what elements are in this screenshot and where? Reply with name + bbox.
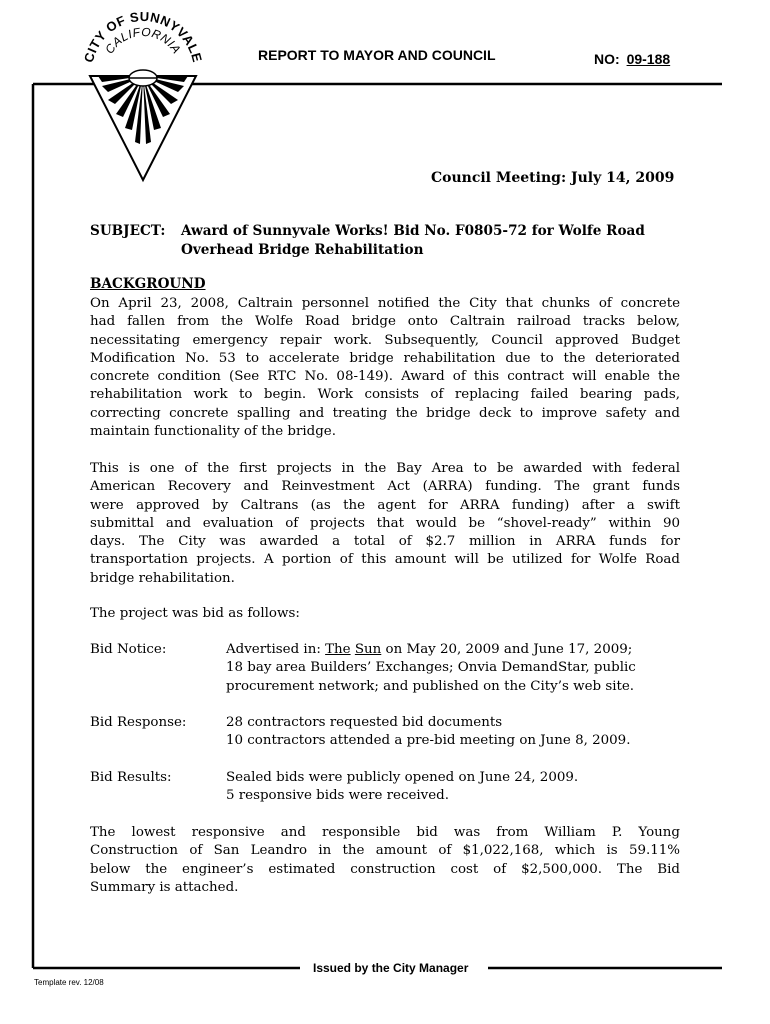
bid-intro: The project was bid as follows: bbox=[90, 606, 300, 621]
background-paragraph-1 bbox=[90, 295, 680, 441]
bid-response-value bbox=[226, 714, 630, 751]
bid-response-line-2: 10 contractors attended a pre-bid meeting on June 8, 2009. bbox=[226, 733, 631, 749]
background-paragraph-2 bbox=[90, 460, 680, 588]
subject-label: SUBJECT: bbox=[90, 223, 166, 239]
bid-notice-label: Bid Notice: bbox=[90, 642, 167, 657]
bid-results-label: Bid Results: bbox=[90, 770, 172, 785]
subject-line-1: Award of Sunnyvale Works! Bid No. F0805-72 for Wolfe Road bbox=[181, 223, 645, 239]
paragraph-line: On April 23, 2008, Caltrain personnel notified the City that chunks of concrete bbox=[90, 296, 680, 311]
paragraph-line: Modification No. 53 to accelerate bridge rehabilitation due to the deteriorated bbox=[90, 350, 680, 366]
background-heading: BACKGROUND bbox=[90, 276, 206, 292]
bid-notice-row bbox=[90, 641, 680, 697]
bid-results-line-2: 5 responsive bids were received. bbox=[226, 788, 450, 804]
paragraph-line: below the engineer’s estimated construction cost of $2,500,000. The Bid bbox=[90, 861, 680, 877]
report-title: REPORT TO MAYOR AND COUNCIL bbox=[258, 47, 496, 63]
paragraph-line: rehabilitation work to begin. Work consists of replacing failed bearing pads, bbox=[90, 387, 680, 403]
newspaper-the: The bbox=[325, 642, 351, 657]
paragraph-line: had fallen from the Wolfe Road bridge onto Caltrain railroad tracks below, bbox=[90, 314, 680, 330]
paragraph-line: This is one of the first projects in the Bay Area to be awarded with federal bbox=[90, 461, 680, 476]
paragraph-line: concrete condition (See RTC No. 08-149). Award of this contract will enable the bbox=[90, 369, 680, 385]
paragraph-line: submittal and evaluation of projects that would be “shovel-ready” within 90 bbox=[90, 515, 680, 531]
background-paragraph-3 bbox=[90, 824, 680, 897]
bid-response-label: Bid Response: bbox=[90, 715, 187, 730]
bid-notice-line-2: 18 bay area Builders’ Exchanges; Onvia DemandStar, public bbox=[226, 660, 636, 676]
bid-notice-pre: Advertised in: bbox=[226, 642, 326, 657]
paragraph-line: days. The City was awarded a total of $2.7 million in ARRA funds for bbox=[90, 534, 680, 550]
paragraph-line: were approved by Caltrans (as the agent for ARRA funding) after a swift bbox=[90, 497, 680, 513]
bid-notice-post: on May 20, 2009 and June 17, 2009; bbox=[381, 642, 633, 657]
subject-line-2: Overhead Bridge Rehabilitation bbox=[181, 242, 424, 258]
bid-results-row bbox=[90, 769, 680, 807]
paragraph-line: necessitating emergency repair work. Subsequently, Council approved Budget bbox=[90, 332, 680, 348]
paragraph-line: Summary is attached. bbox=[90, 879, 239, 895]
svg-text:CALIFORNIA: CALIFORNIA bbox=[102, 24, 184, 57]
bid-notice-value bbox=[226, 641, 636, 696]
paragraph-line: The lowest responsive and responsible bid was from William P. Young bbox=[90, 825, 680, 840]
council-meeting-date: Council Meeting: July 14, 2009 bbox=[431, 170, 675, 186]
bid-notice-line-1 bbox=[226, 641, 636, 659]
report-number-label: NO: bbox=[594, 51, 620, 67]
paragraph-line: correcting concrete spalling and treating the bridge deck to improve safety and bbox=[90, 405, 680, 421]
svg-text:CITY OF SUNNYVALE: CITY OF SUNNYVALE bbox=[80, 10, 206, 65]
paragraph-line: bridge rehabilitation. bbox=[90, 570, 235, 586]
city-seal-logo bbox=[80, 10, 206, 186]
report-number-value: 09-188 bbox=[626, 51, 671, 67]
paragraph-line: maintain functionality of the bridge. bbox=[90, 424, 336, 440]
issued-by-city-manager: Issued by the City Manager bbox=[313, 961, 469, 975]
paragraph-line: transportation projects. A portion of this amount will be utilized for Wolfe Road bbox=[90, 552, 680, 568]
bid-notice-line-3: procurement network; and published on the City’s web site. bbox=[226, 678, 635, 694]
template-revision: Template rev. 12/08 bbox=[34, 978, 104, 987]
bid-results-value bbox=[226, 769, 578, 806]
newspaper-sun: Sun bbox=[354, 642, 382, 657]
bid-response-row bbox=[90, 714, 680, 752]
paragraph-line: Construction of San Leandro in the amount of $1,022,168, which is 59.11% bbox=[90, 843, 680, 859]
bid-results-line-1: Sealed bids were publicly opened on June 24, 2009. bbox=[226, 770, 579, 785]
paragraph-line: American Recovery and Reinvestment Act (ARRA) funding. The grant funds bbox=[90, 479, 680, 495]
bid-response-line-1: 28 contractors requested bid documents bbox=[226, 715, 503, 730]
report-number bbox=[594, 51, 670, 67]
